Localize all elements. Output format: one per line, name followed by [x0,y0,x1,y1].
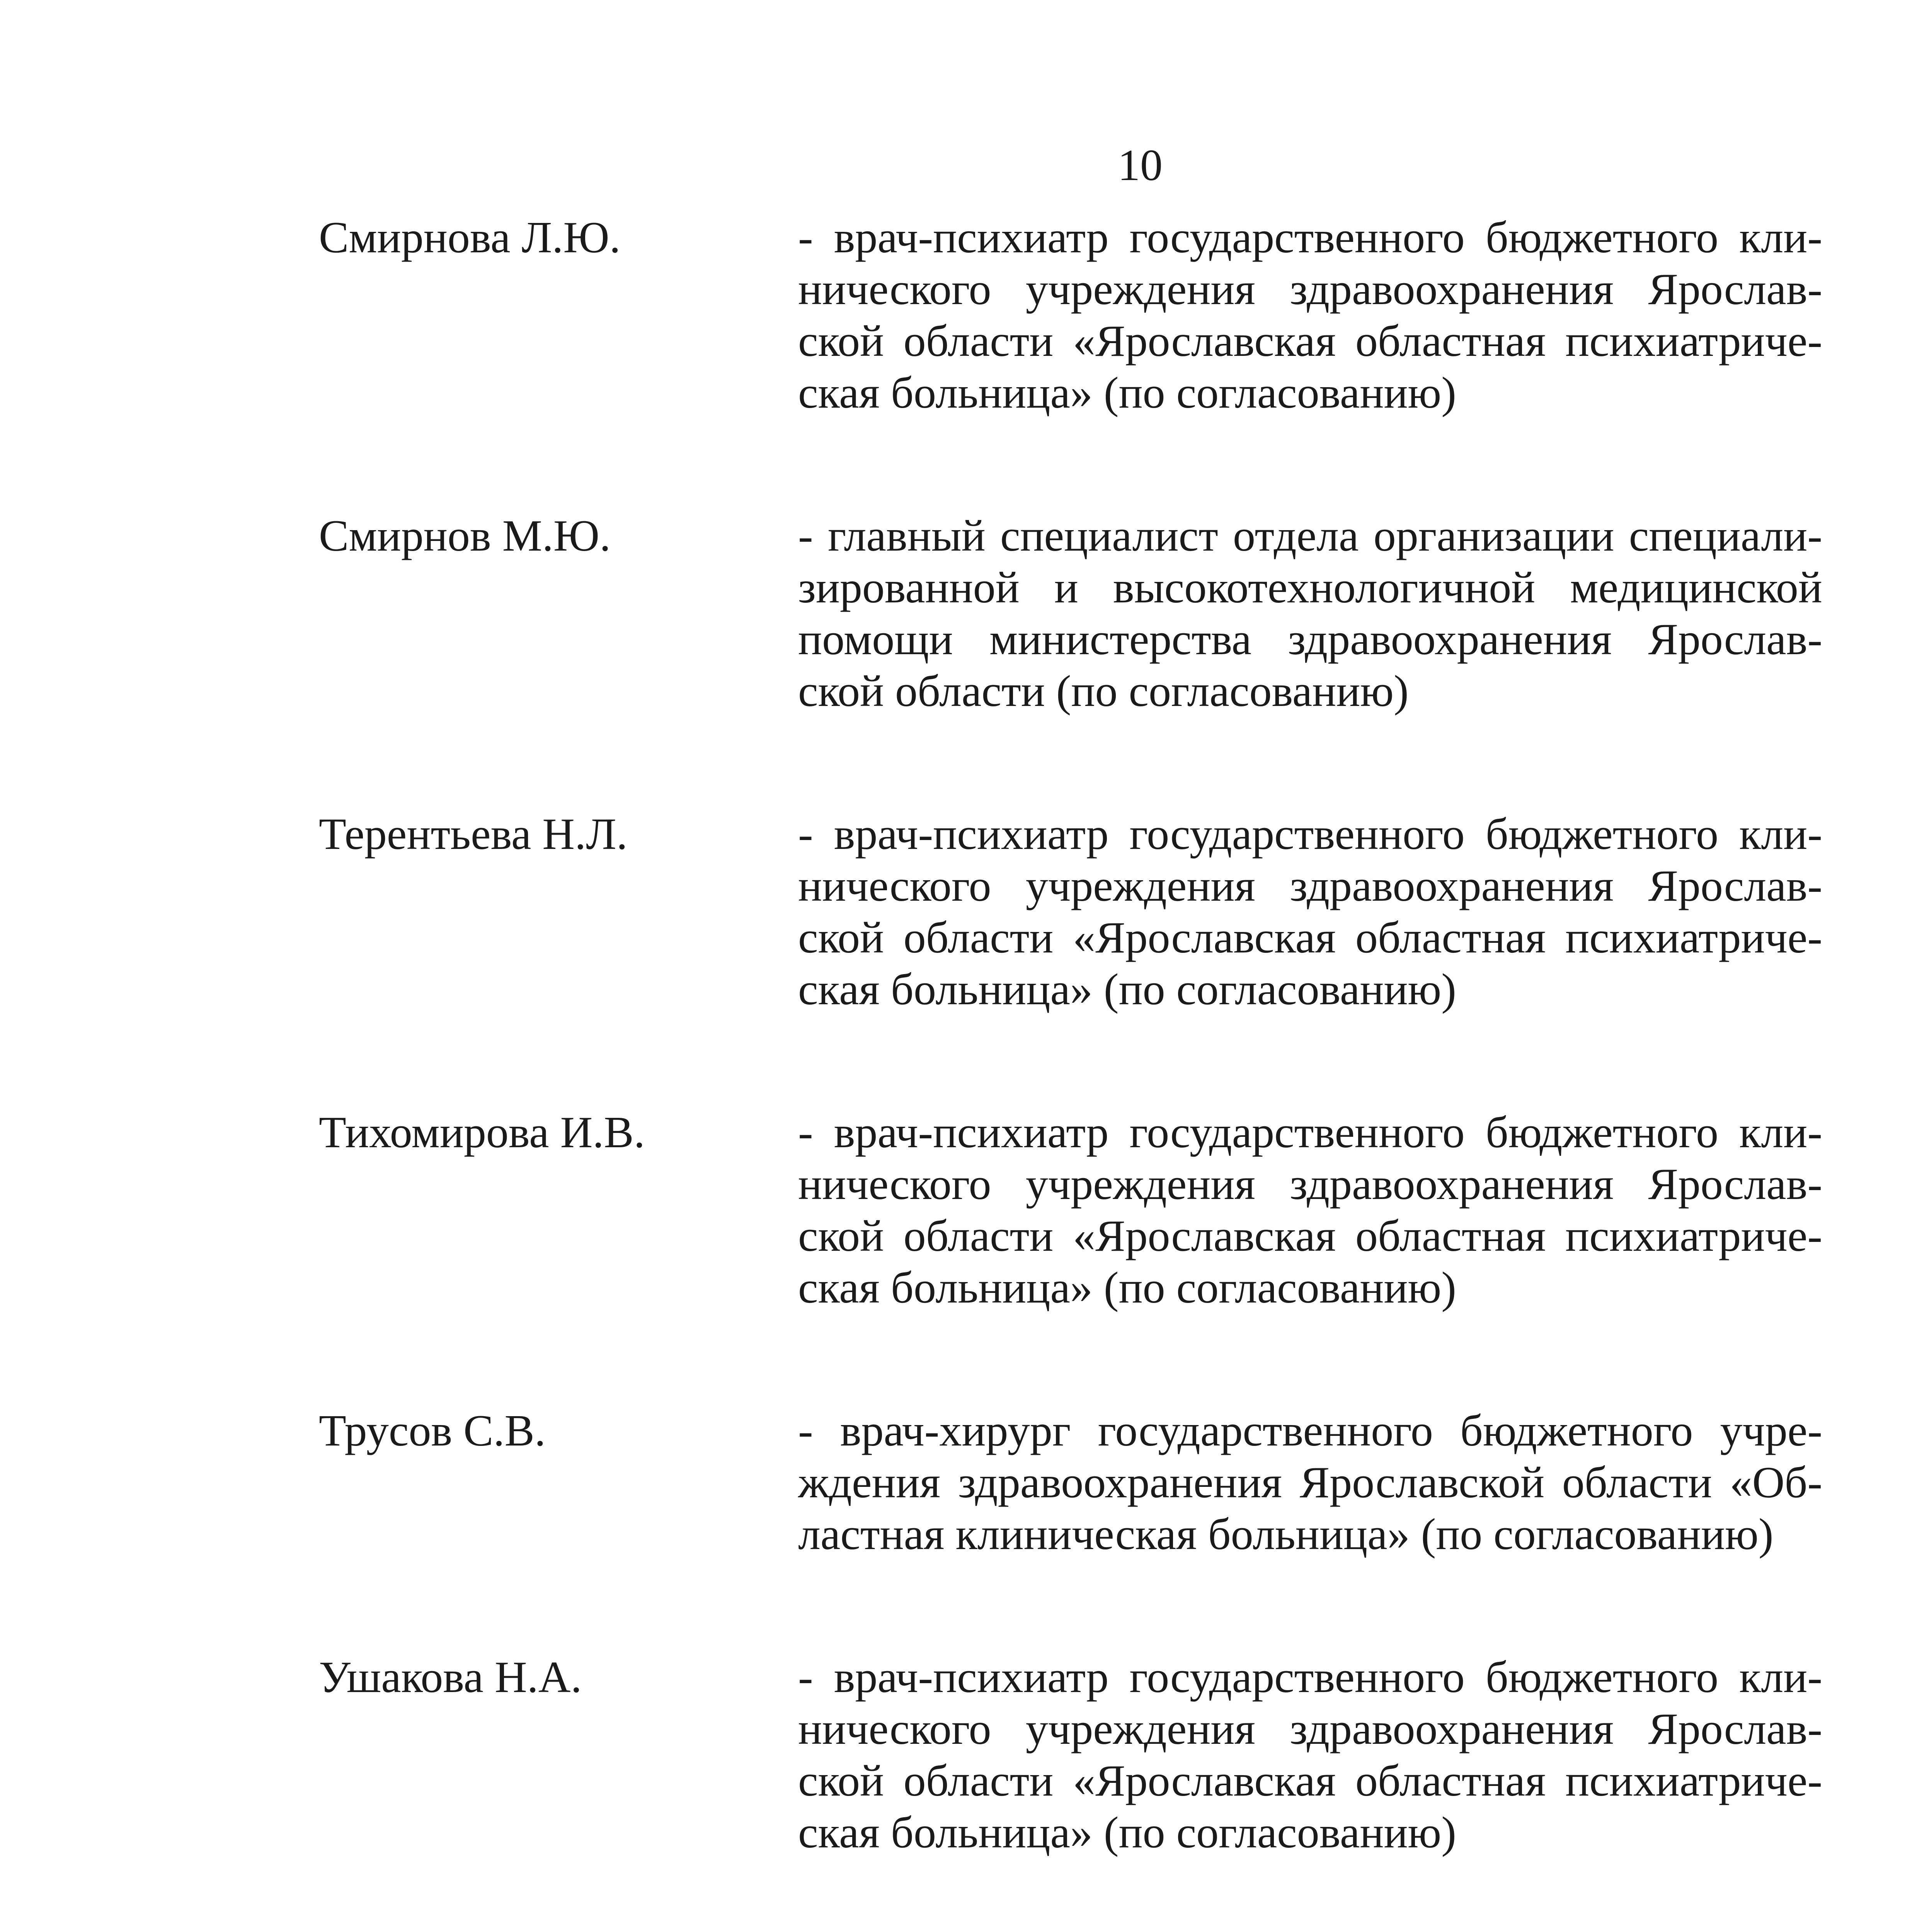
description-line: ская больница» (по согласованию) [798,1263,1456,1313]
description-line: - врач-хирург государственного бюджетного учре- [798,1406,1822,1456]
description-line: помощи министерства здравоохранения Ярослав- [798,615,1822,664]
description-line: нического учреждения здравоохранения Ярослав- [798,1704,1822,1754]
description-line: ской области «Ярославская областная психиатриче- [798,1211,1822,1261]
list-item [0,212,1917,419]
member-name: Смирнов М.Ю. [319,511,611,561]
description-line: зированной и высокотехнологичной медицинской [798,563,1822,612]
description-line: - врач-психиатр государственного бюджетного кли- [798,1108,1822,1157]
description-line: - врач-психиатр государственного бюджетного кли- [798,213,1822,262]
page-number: 10 [1118,141,1163,190]
list-item [0,1107,1917,1314]
description-line: ская больница» (по согласованию) [798,1808,1456,1857]
member-description [798,1405,1822,1560]
members-list [0,212,1917,1932]
description-line: ской области «Ярославская областная психиатриче- [798,913,1822,963]
description-line: ской области «Ярославская областная психиатриче- [798,1756,1822,1806]
list-item [0,808,1917,1015]
member-description [798,510,1822,717]
description-line: нического учреждения здравоохранения Ярослав- [798,265,1822,314]
member-name: Терентьева Н.Л. [319,810,628,859]
member-name: Трусов С.В. [319,1406,546,1456]
description-line: ская больница» (по согласованию) [798,368,1456,418]
description-line: ластная клиническая больница» (по согласованию) [798,1510,1774,1559]
description-line: - врач-психиатр государственного бюджетного кли- [798,1653,1822,1702]
member-description [798,212,1822,419]
member-description [798,1651,1822,1859]
list-item [0,510,1917,717]
member-description [798,808,1822,1015]
description-line: ской области (по согласованию) [798,667,1409,716]
description-line: - главный специалист отдела организации специали- [798,511,1822,561]
description-line: ской области «Ярославская областная психиатриче- [798,316,1822,366]
member-name: Ушакова Н.А. [319,1653,582,1702]
description-line: ждения здравоохранения Ярославской области «Об- [798,1458,1822,1507]
list-item [0,1405,1917,1560]
description-line: нического учреждения здравоохранения Ярослав- [798,1160,1822,1209]
list-item [0,1651,1917,1859]
member-description [798,1107,1822,1314]
description-line: - врач-психиатр государственного бюджетного кли- [798,810,1822,859]
member-name: Смирнова Л.Ю. [319,213,621,262]
description-line: ская больница» (по согласованию) [798,965,1456,1014]
member-name: Тихомирова И.В. [319,1108,645,1157]
description-line: нического учреждения здравоохранения Ярослав- [798,861,1822,911]
